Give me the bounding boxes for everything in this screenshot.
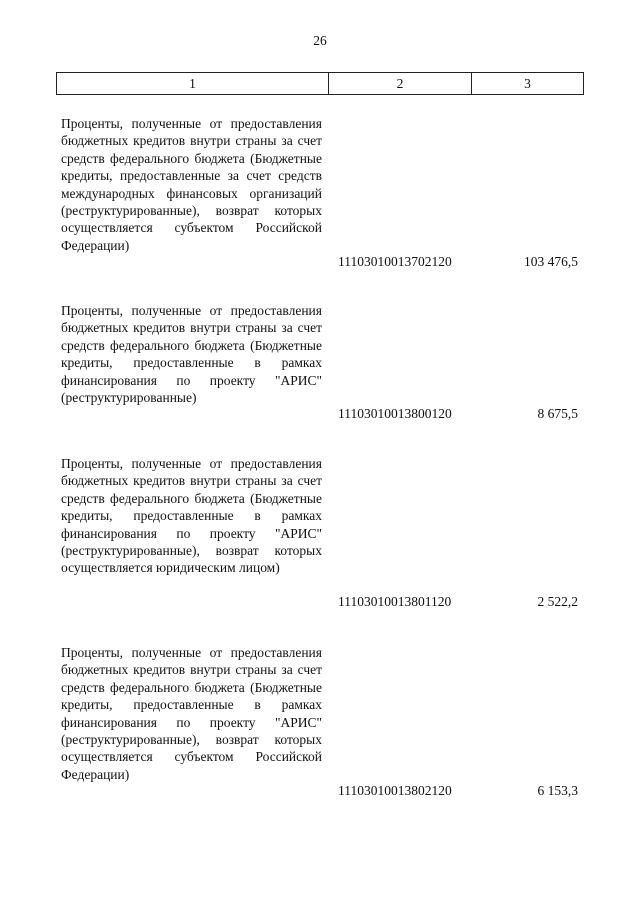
row-value: 103 476,5 (524, 254, 578, 269)
row-description: Проценты, полученные от предоставления бюджетных кредитов внутри страны за счет средств федерального бюджета (Бюджетные кредиты, предоставленные в рамках финансирования по проекту "АРИС" (реструктурированные), возврат которых осуществляется субъектом Российской Федерации) (61, 645, 322, 782)
row-description: Проценты, полученные от предоставления бюджетных кредитов внутри страны за счет средств федерального бюджета (Бюджетные кредиты, предоставленные в рамках финансирования по проекту "АРИС" (реструктурированные), возврат которых осуществляется юридическим лицом) (61, 456, 322, 576)
row-description: Проценты, полученные от предоставления бюджетных кредитов внутри страны за счет средств федерального бюджета (Бюджетные кредиты, предоставленные за счет средств международных финансовых организаций (реструктурированные), возврат которых осуществляется субъектом Российской Федерации) (61, 116, 322, 253)
row-code: 11103010013702120 (338, 254, 452, 269)
table-row (56, 302, 584, 430)
table-row (56, 115, 584, 275)
row-value: 8 675,5 (537, 406, 578, 421)
table-row (56, 455, 584, 615)
row-description: Проценты, полученные от предоставления бюджетных кредитов внутри страны за счет средств федерального бюджета (Бюджетные кредиты, предоставленные в рамках финансирования по проекту "АРИС" (реструктурированные) (61, 303, 322, 406)
header-col-1: 1 (57, 73, 329, 94)
row-value: 6 153,3 (537, 783, 578, 798)
table-header (56, 72, 584, 95)
header-col-2: 2 (329, 73, 472, 94)
page-number: 26 (313, 33, 327, 48)
header-col-3: 3 (524, 75, 531, 91)
table-row (56, 644, 584, 804)
row-code: 11103010013802120 (338, 783, 452, 798)
row-code: 11103010013801120 (338, 594, 452, 609)
row-value: 2 522,2 (537, 594, 578, 609)
row-code: 11103010013800120 (338, 406, 452, 421)
